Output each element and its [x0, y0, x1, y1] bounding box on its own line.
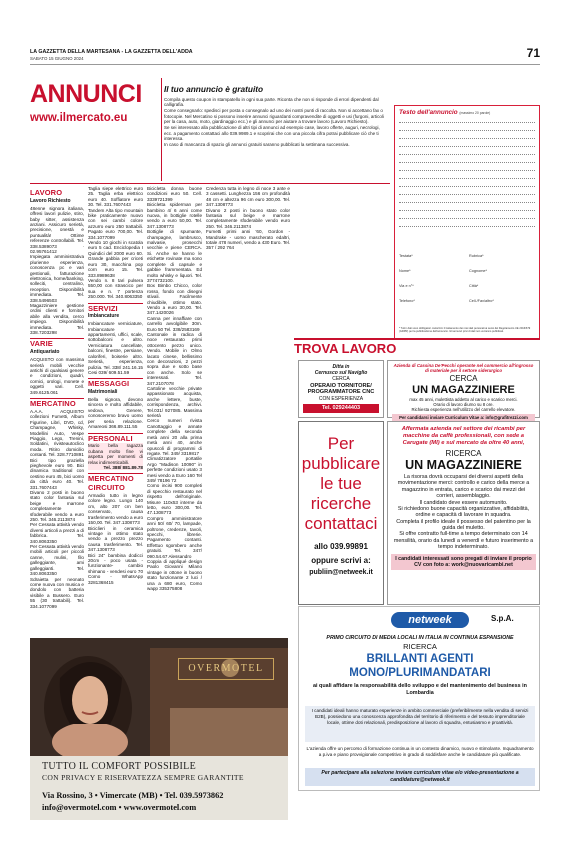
ad-role: MONO/PLURIMANDATARI [349, 667, 491, 679]
ad-text: max 45 anni, mulettista addetto al carico e scarico merci. [409, 396, 518, 402]
ad-contact: Per partecipare alla selezione inviare curriculum vitae e/o video-presentazione a candidature@netweek.it [305, 768, 535, 786]
list-item: Credenza tutta in legno di noce 3 ante e 3 cassetti. Lunghezza 156 cm profondità 48 cm e altezza 96 cm euro 300,00. Tel. 347.1308773 [206, 186, 290, 208]
subsection-antiquariato: Antiquariato [30, 349, 60, 356]
overmotel-tagline2: CON PRIVACY E RISERVATEZZA SEMPRE GARANTITE [42, 773, 244, 782]
coupon-field-nome[interactable]: Nome* [399, 269, 411, 273]
ad-text: Orario di lavoro diurno su 8 ore. [433, 401, 494, 407]
ad-intro: Affermata azienda nel settore dei ricambi per macchine da caffè professionali, con sede a Carugate (MI) e sul mercato da oltre 40 anni, [401, 426, 526, 446]
ad-text: Si richiedono buone capacità organizzative, affidabilità, ordine e capacità di lavorare in squadra. [397, 505, 530, 519]
free-ad-info [164, 85, 386, 181]
overmotel-image-icon [30, 638, 288, 756]
ad-headline: le tue [320, 474, 362, 494]
section-personali: PERSONALI [88, 433, 133, 443]
free-ad-p1: Compila questo coupon in stampatello in ogni sua parte. Riconta che non si risponde di errori dipendenti dal calligrafia. [164, 96, 379, 108]
list-item: Taglia siepe elettrico euro 25. Taglia erba elettrico euro 40. Soffiatore euro 30. Tel. 331.7607443 [88, 186, 143, 208]
section-servizi: SERVIZI [88, 303, 118, 313]
ad-text: Il candidato deve essere automunito. [419, 499, 508, 506]
overmotel-web[interactable]: info@overmotel.com • www.overmotel.com [42, 803, 197, 812]
ad-role: OPERAIO TORNITORE/ PROGRAMMATORE CNC [307, 382, 375, 396]
ad-text: CERCA [332, 375, 350, 382]
list-item: Divano 2 posti in buono stato color fantasia sul beige e marrone completamente sfoderabile vendo a euro 250. Tel. 346.2113874 [30, 490, 84, 523]
section-lavoro: LAVORO [30, 188, 63, 197]
list-item: Cantonale in radica di noce restaurato primi ottocento pezzo unico. Vendo. Mobile in Olmo lacato cinese, bellissimo con decorazioni, 2 pezzi sopra due e sotto base con anche. Solo se interessati. Tel. 347.2107078 [147, 331, 202, 386]
column-3 [147, 186, 202, 636]
list-item: 48enne signora italiana, offresi lavori pulizie, stiro, baby sitter, assistenza anziani. Assicuro serietà, precisione, onestà e puntualità! Ottime referenze controllabili. Tel. 338.5389073 · 02.95761412 [30, 205, 84, 254]
free-ad-p3: Se sei interessato alla pubblicazione di altri tipi di annunci ad esempio case, lavoro offerte, auguri, necrologi, ecc. a pagamento contattaci allo 039.9989.1 e scoprirai che con una piccola cifra potrai pubblicare ciò che ti interessa. [164, 124, 380, 142]
ad-magazziniere-carugate [387, 421, 540, 605]
subsection-lavoro-richiesto: Lavoro Richiesto [30, 197, 71, 204]
list-item: Cerco numeri rivista Canottaggio e annate complete della seconda metà anni 20 alla prima metà anni 40, anche opuscoli di programmi di regate. Tel. 349/ 3319817 [147, 418, 202, 456]
ad-text: RICERCA [403, 642, 437, 651]
list-item: Divano 2 posti in buono stato color fantasia sul beige e marrone completamente sfoderabile vendo euro 250. Tel. 346.2113874 [206, 207, 290, 229]
list-item: Impiegata amministrativa plurienne esperienza, conoscenza pc e vari gestionali, fatturazione elettronica, home/banking, solleciti, centralino, reception. Disponibilità immediata. Tel. 338.5496503 [30, 254, 84, 303]
list-item: Imbiancature verniciature, Imbiancature appartamenti, uffici, scale, sottobalconi e altro. Verniciatura cancellate, balconi, finestre, persiane, caloriferi, boiserie altro. Serietà, esperienza, pulizia. Tel. 338/ 241.16.15 Cesi 039/ 609.51.59 [88, 321, 143, 375]
overmotel-address: Via Rossino, 3 • Vimercate (MB) • Tel. 039.5973862 [42, 791, 224, 800]
list-item: Canna per innaffiare con carrello avvolgibile 30m. Euro 50 Tel. 338/2583169 [147, 315, 202, 332]
ad-role: UN MAGAZZINIERE [405, 458, 522, 473]
coupon-field-telefono[interactable]: Telefono* [399, 299, 415, 303]
list-item: Mario bella ragazza cubana molto fine vi aspetta per momenti di relax indimenticabili. [88, 443, 143, 465]
ad-text: Ditta in [332, 364, 350, 370]
list-item: A.A.A. ACQUISTO collezioni Fumetti, Album Figurine, Libri, DVD, cd, Champagne, Whisky, Modellini Auto, Vespe Piaggio, Lego, Trenini, Soldatini, rivisteautoclico moda. Ritiro domicilio contanti. Tel. 328.7710891 [30, 408, 84, 458]
ad-text: Si offre contratto full-time a tempo determinato con 14 mensilità, orario da lunedì a venerdì e futuro inserimento a tempo indeterminato. [393, 531, 534, 551]
list-item: Bella signora, devono sincera e molto affidabile, vedova, Genere, conosceremo bravo uomo per seria relazione. Amareosi 366.89.111.55 [88, 397, 143, 430]
ad-text: RICERCA [445, 448, 482, 458]
coupon-field-rubrica[interactable]: Rubrica* [469, 254, 484, 258]
ad-text: CERCA [449, 374, 478, 384]
free-ad-title: Il tuo annuncio è gratuito [164, 84, 264, 94]
section-mercatino: MERCATINO [30, 399, 76, 409]
list-item: Compro amministratore anni 50/ 60/ 70, lampade, poltrone, credenze, tavoli, specchi, librerie. Pagamento contanti. Effettuo sgombero anche gratuiti. Tel. 347/ 090.54.67 Alessandro [147, 515, 202, 559]
brand-divider [161, 78, 162, 181]
ad-magazziniere-cassina [387, 360, 540, 418]
ad-headline: ricerche [310, 494, 372, 514]
list-item: Cartoline vecchie private appassionato acquista, anche lettere, buste, corrispondenza, archivi. Tel.031/ 927085. Massima serietà [147, 386, 202, 419]
list-item: Climatizzatore portatile Argo "Madison 10090" in perfette condizioni usato 3 mesi vendo a Euro 160 Tel 349/ 78196 72 [147, 456, 202, 483]
section-mercatino-circuito: MERCATINO CIRCUITO [88, 474, 134, 493]
trova-lavoro-title: TROVA LAVORO [294, 341, 397, 356]
ad-netweek-agenti [298, 606, 540, 791]
list-item: ACQUISTO con massima serietà mobili vecchie antichi di qualsiasi genere e condizioni, quadri, cornici, orologi, monete e oggetti vari. Cell. 349.6125.061 [30, 357, 84, 395]
ad-text: CON ESPERIENZA [318, 395, 364, 402]
list-item: Bici 24" bambina dodicci 20cm - poco usata - funzionante- cambio shimano - vendesi euro 70 Como - WhatsApp 3281368415 [88, 552, 143, 585]
ad-text: oppure scrivi a: [311, 555, 371, 565]
page-header [30, 46, 540, 65]
list-item: Como incisi 900 completi di specchio restaurato nel rispetto dell'originale. Misure 110x53 interne da letto, euro 300,00. Tel. 47.1308773 [147, 483, 202, 516]
list-item: Vendo n. 8 tari pulsera 550,00 con strascico per sua e n. 7 portenza 250.000. Tel. 340.8063350 [88, 277, 143, 300]
list-item: Bicicletta donna buone condizioni euro 50. Cell. 3339721399 [147, 186, 202, 202]
list-item: Box Bimbo Chicco, color rosso, fondo con disegni stivali. Facilmente chiudibile, ottimo stato. Vendo a euro 30,00. Tel. 347.1420026 [147, 283, 202, 316]
coupon-field-cell[interactable]: Cell./Fax/altro* [469, 299, 494, 303]
ad-overmotel [30, 638, 288, 820]
trova-lavoro-banner [294, 338, 540, 356]
section-rule [30, 183, 390, 184]
coupon-note: * Tutti i dati sono obbligatori. Autorizzo il trattamento dei miei dati personali ai sensi del Regolamento UE 2016/679 (GDPR) per la pubblicazione dell'annuncio. Gli annunci privi di dati non verranno pubblicati. [399, 327, 531, 334]
list-item: Bici tipo graziella pieghevole euro 90. Bici dinamica traditional con cestino euro 45, bici uomo da città euro 40. Tel. 331.7607443 [30, 457, 84, 490]
annunci-brand [30, 80, 160, 160]
coupon-field-citta[interactable]: Città* [469, 284, 479, 288]
ad-contact: Per candidarsi inviare Curriculum Vitae a: info@grafitrezzi.com [392, 414, 535, 421]
list-item: Coppia di appliqué design Paolo Giovanni Milano vintage in ottone in buono stato funzionante 2 luci / una a 680 euro, Como wapp 335375808 [147, 559, 202, 592]
coupon-field-testata[interactable]: Testata* [399, 254, 413, 258]
subsection-imbiancature: Imbiancature [88, 313, 120, 320]
list-item: Magazziniere gestione ordini clienti e fornitori abile alla vendita, cerco impiego. Disponibilità immediata. Tel. 338.7203298 [30, 303, 84, 336]
ad-contact: I candidati interessati sono pregati di inviare il proprio CV con foto a: work@nuovaricambi.net [391, 554, 536, 571]
ad-text: L'azienda offre un percorso di formazione continua in un contesto dinamico, nuovo e stimolante. Inquadramento a p.iva e piano provvigionale competitivo in grado di soddisfare anche le candidature più qualificate. [306, 746, 534, 758]
section-varie: VARIE [30, 339, 53, 349]
list-item: Biciclieri in ceramica vintage in ottimo stato vendo a prezzo prezzo causa trasferimento. Tel. 347.1308773 [88, 525, 143, 553]
list-item: Vendo 10 giochi in scatola euro 5 cad. Enciclopedia I Quindici del 2000 euro 60. Grande gabbia per criceti euro 30, macchina pop corn euro 15. Tel. 333.8989638 [88, 240, 143, 278]
column-2 [88, 186, 143, 636]
coupon-title: Testo dell'annuncio (massimo 20 parole) [399, 109, 491, 116]
ad-phone: Tel. 029244403 [303, 404, 379, 412]
ad-pubblicare-ricerche [298, 421, 384, 605]
free-ad-p2: Come consegnarlo: spedisci per posta o consegnalo ad uno dei nostri punti di raccolta. Non si accettano fax o fotocopie. Nel Mercatino si possono inserire annunci riguardanti compravendite di oggetti e usi (furgoni, articoli per la casa, auto, moto, giardinaggio ecc.) e gli annunci per aiutare a trovare lavoro (Lavoro Richiesto). [164, 108, 384, 125]
overmotel-photo [30, 638, 288, 756]
ad-operaio-tornitore [298, 360, 384, 418]
annunci-heading: ANNUNCI [30, 80, 142, 108]
ad-role: UN MAGAZZINIERE [412, 383, 515, 396]
section-messaggi: MESSAGGI [88, 379, 130, 389]
list-item: Per Cessata attività vendo diversi articoli a prezzi a di fabbrica. Tel. 340.8063350 [30, 522, 84, 544]
ad-text: I candidati ideali hanno maturato esperienze in ambito commerciale (preferibilmente nella vendita di servizi B2B), possiedono una conoscenza approfondita del territorio di riferimento e del tessuto imprenditoriale locale, ottime doti relazionali, predisposizione al lavoro di squadra, entusiasmo e proattività. [305, 706, 535, 742]
list-item: Fumetti primi anni '60, Gordon - Mandrake - uomo mascherato edaltri, totale 478 numeri, vendo a 430 Euro. Tel. 357 / 292 764 [206, 229, 290, 251]
newspaper-title: LA GAZZETTA DELLA MARTESANA - LA GAZZETTA DELL'ADDA [30, 49, 193, 55]
ad-text: La risorsa dovrà occuparsi dei diversi aspetti della movimentazione merci: controllo e carico della merce a magazzino in entrata, carico e scarico dai mezzi dei corrieri, assemblaggio. [397, 474, 530, 500]
ad-intro: PRIMO CIRCUITO DI MEDIA LOCALI IN ITALIA IN CONTINUA ESPANSIONE [326, 635, 514, 641]
ad-text: Cernusco sul Naviglio [314, 369, 368, 376]
netweek-spa: S.p.A. [491, 614, 514, 623]
overmotel-logo: OVERMOTEL [178, 658, 274, 680]
column-1 [30, 186, 84, 636]
ad-email[interactable]: publiin@netweek.it [309, 569, 373, 577]
ad-headline: pubblicare [301, 454, 381, 474]
ad-role: BRILLANTI AGENTI [366, 653, 474, 665]
subsection-matrimoniali: Matrimoniali [88, 389, 118, 396]
ad-text: Richiesta esperienza nell'utilizzo del carrello elevatore. [411, 406, 516, 412]
netweek-logo: netweek [391, 612, 469, 628]
list-item: Bicicletta spiderman per bambino 4/ 6 anni come nuova, in bottiglie rotelle vendo a euro 50,00. Tel. 347.1308773 [147, 202, 202, 229]
list-item: Per Cessata attività vendo mobili articoli per piccoli canne, mulini, filo galleggiante, ami galleggianti. Tel. 340.8063350 [30, 544, 84, 577]
coupon-field-via[interactable]: Via e n°* [399, 284, 414, 288]
issue-date: SABATO 15 GIUGNO 2024 [30, 56, 84, 61]
list-item: Armadio tutto in legno colore legno. Lungo 140 cm, alto 207 cm ben conservato, causa trasferimento vendo a euro 150,00. Tel. 347.1308773 [88, 493, 143, 526]
ad-text: Completa il profilo ideale il possesso del patentino per la guida del muletto. [396, 518, 531, 532]
overmotel-info [30, 756, 288, 820]
page-number: 71 [526, 46, 540, 60]
site-link[interactable]: www.ilmercato.eu [30, 111, 128, 124]
column-4 [206, 186, 290, 336]
ad-intro: Azienda di Cassina De'Pecchi operante nel commercio all'ingrosso di materiale per il settore siderurgico [393, 363, 534, 374]
ad-coupon[interactable] [394, 105, 540, 343]
coupon-field-cognome[interactable]: Cognome* [469, 269, 487, 273]
list-item: Bottiglie di spumante, champagne, lambrusco, malvasie, prosecchi vecchie e piene CERCA. Si. Anche se hanno le etichette rovinate ma sono complete di capsule e gabbie frammentata. Ed molto whisky e liquori. Tel. 3774732100. [147, 229, 202, 283]
list-item-phone: Tel. 388/ 881.89.78 [88, 465, 143, 470]
ad-text: ai quali affidare la responsabilità dello sviluppo e del mantenimento del business in Lombardia [313, 683, 527, 697]
ad-headline: contattaci [304, 514, 378, 534]
free-ad-p4: In caso di mancanza di spazio gli annunci gratuiti saranno pubblicati la settimana successiva. [164, 141, 350, 147]
list-item: Tandem Alta tipo mountain bike praticamente nuovo con sei cambi colore azzurro euro 250 trattabili. Pagato euro 700,00. Tel. 334.1077099 [88, 207, 143, 240]
list-item: Sdraietta per neonato come nuova con musica e dondolo con batteria visibile a Bussero. Euro 55 (30 trattabili). Tel. 334.1077099 [30, 576, 84, 609]
ad-phone: allo 039.99891 [314, 542, 368, 552]
overmotel-tagline: TUTTO IL COMFORT POSSIBILE [42, 761, 196, 772]
ad-headline: Per [327, 434, 355, 453]
